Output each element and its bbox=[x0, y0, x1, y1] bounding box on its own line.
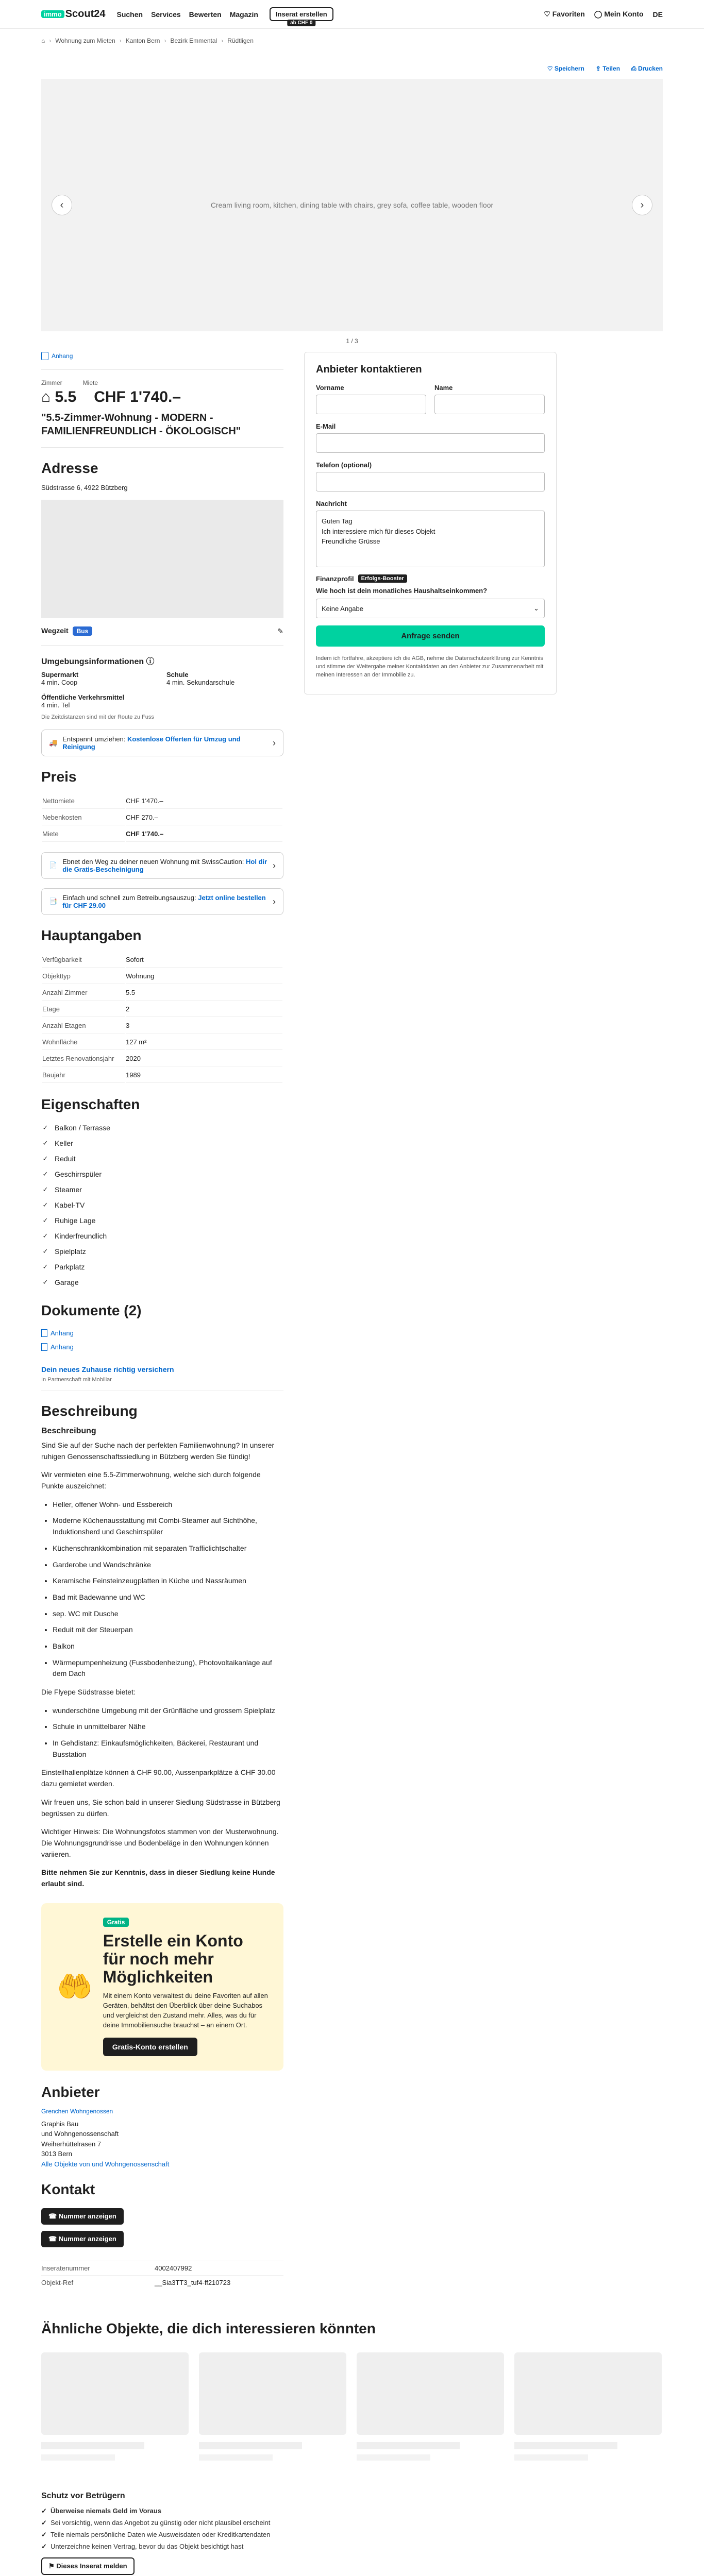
debt-extract-promo[interactable]: 📑 Einfach und schnell zum Betreibungsauszug: Jetzt online bestellen für CHF 29.00 › bbox=[41, 888, 283, 915]
home-icon[interactable]: ⌂ bbox=[41, 37, 45, 44]
message-field[interactable]: Guten Tag Ich interessiere mich für dieses Objekt Freundliche Grüsse bbox=[316, 511, 545, 567]
map[interactable] bbox=[41, 500, 283, 618]
ad-title: Erstelle ein Konto für noch mehr Möglichkeiten bbox=[103, 1931, 243, 1986]
account-link[interactable]: ◯ Mein Konto bbox=[594, 10, 644, 18]
rent-value: CHF 1'740.– bbox=[94, 388, 181, 405]
description-paragraph: Wichtiger Hinweis: Die Wohnungsfotos stammen von der Musterwohnung. Die Wohnungsgrundrisse und Bodenbeläge in den Wohnungen können variieren. bbox=[41, 1827, 279, 1858]
attachment-link[interactable]: Anhang bbox=[41, 352, 283, 360]
header bbox=[0, 0, 704, 29]
finance-badge: Erfolgs-Booster bbox=[358, 574, 407, 583]
first-name-field[interactable] bbox=[316, 395, 426, 414]
insurance-promo bbox=[41, 1365, 283, 1391]
address-heading: Adresse bbox=[41, 460, 98, 476]
price-heading: Preis bbox=[41, 769, 77, 785]
listing-card-placeholder[interactable] bbox=[41, 2352, 189, 2461]
breadcrumb: ⌂ › Wohnung zum Mieten › Kanton Bern › Bezirk Emmental › Rüdtligen bbox=[41, 37, 254, 44]
breadcrumb-item[interactable]: Bezirk Emmental bbox=[170, 37, 217, 44]
create-listing-badge: ab CHF 0 bbox=[287, 20, 315, 26]
show-number-button[interactable]: ☎ Nummer anzeigen bbox=[41, 2208, 124, 2225]
table-row: Anzahl Etagen 3 bbox=[42, 1018, 282, 1033]
similar-listings bbox=[41, 2320, 663, 2461]
list-item: ✓ Ruhige Lage bbox=[41, 1213, 283, 1228]
check-icon: ✓ bbox=[42, 1201, 48, 1209]
table-row: Nettomiete CHF 1'470.– bbox=[42, 793, 282, 809]
check-icon: ✓ bbox=[42, 1247, 48, 1255]
provider-all-link[interactable]: Alle Objekte von und Wohngenossenschaft bbox=[41, 2160, 170, 2168]
report-listing-button[interactable]: ⚑ Dieses Inserat melden bbox=[41, 2557, 135, 2575]
doc-icon: 📑 bbox=[49, 897, 58, 905]
account-label: Mein Konto bbox=[604, 10, 644, 18]
provider-address: Graphis Bau und Wohngenossenschaft Weiherhüttelrasen 7 3013 Bern bbox=[41, 2120, 119, 2158]
check-icon: ✓ bbox=[42, 1155, 48, 1162]
ad-text: Mit einem Konto verwaltest du deine Favoriten auf allen Geräten, behältst den Überblick über deine Suchabos und vergleichst den Zustand mehr. Alles, was du für deine Immobiliensuche brauchst – an einem Ort. bbox=[103, 1992, 268, 2029]
facts-heading: Hauptangaben bbox=[41, 927, 142, 943]
table-row: Objekttyp Wohnung bbox=[42, 969, 282, 984]
description-list: • wunderschöne Umgebung mit der Grünfläche und grossem Spielplatz • Schule in unmittelbarer Nähe • In Gehdistanz: Einkaufsmöglichkeiten, Bäckerei, Restaurant und Busstation bbox=[53, 1705, 283, 1760]
logo[interactable] bbox=[41, 8, 105, 20]
description-paragraph: Wir freuen uns, Sie schon bald in unserer Siedlung Südstrasse in Bützberg begrüssen zu dürfen. bbox=[41, 1798, 280, 1818]
table-row: Anzahl Zimmer 5.5 bbox=[42, 985, 282, 1001]
check-icon: ✓ bbox=[42, 1263, 48, 1270]
document-link[interactable]: Anhang bbox=[41, 1340, 283, 1354]
rooms-value: ⌂ 5.5 bbox=[41, 388, 77, 405]
env-heading: Umgebungsinformationen ⓘ bbox=[41, 657, 155, 666]
description-list: • Heller, offener Wohn- und Essbereich • Moderne Küchenausstattung mit Combi-Steamer auf Sichthöhe, Induktionsherd und Geschirrspüler • Küchenschrankkombination mit separaten Trafficlichtschalter • Garderobe und Wandschränke • Keramische Feinsteinzeugplatten in Küche und Nassräumen • Bad mit Badewanne und WC • sep. WC mit Dusche • Reduit mit der Steuerpan • Balkon • Wärmepumpenheizung (Fussbodenheizung), Photovoltaikanlage auf dem Dach bbox=[53, 1499, 283, 1680]
list-item: ✓ Sei vorsichtig, wenn das Angebot zu günstig oder nicht plausibel erscheint bbox=[41, 2517, 663, 2529]
description-subheading: Beschreibung bbox=[41, 1427, 96, 1435]
doc-icon: 📄 bbox=[49, 861, 58, 869]
list-item: ✓ Kinderfreundlich bbox=[41, 1228, 283, 1244]
listing-card-placeholder[interactable] bbox=[514, 2352, 662, 2461]
table-row: Wohnfläche 127 m² bbox=[42, 1035, 282, 1050]
description-paragraph: Die Flyepe Südstrasse bietet: bbox=[41, 1688, 136, 1696]
favorites-link[interactable]: ♡ Favoriten bbox=[544, 10, 585, 18]
gallery-image-caption: Cream living room, kitchen, dining table with chairs, grey sofa, coffee table, wooden floor bbox=[210, 201, 494, 209]
env-item: Schule 4 min. Sekundarschule bbox=[166, 671, 235, 686]
create-account-button[interactable]: Gratis-Konto erstellen bbox=[103, 2038, 197, 2056]
nav-search[interactable]: Suchen bbox=[116, 10, 143, 19]
address-text: Südstrasse 6, 4922 Bützberg bbox=[41, 484, 128, 492]
message-label: Nachricht bbox=[316, 500, 347, 507]
breadcrumb-item[interactable]: Wohnung zum Mieten bbox=[55, 37, 115, 44]
env-item: Öffentliche Verkehrsmittel 4 min. Tel bbox=[41, 693, 125, 709]
description-paragraph: Wir vermieten eine 5.5-Zimmerwohnung, welche sich durch folgende Punkte auszeichnet: bbox=[41, 1470, 261, 1490]
rooms-label: Zimmer bbox=[41, 379, 62, 386]
list-item: ✓ Reduit bbox=[41, 1151, 283, 1166]
list-item: ✓ Steamer bbox=[41, 1182, 283, 1197]
listing-ids bbox=[41, 2261, 283, 2290]
image-gallery[interactable] bbox=[41, 79, 663, 345]
table-row: Miete CHF 1'740.– bbox=[42, 826, 282, 842]
form-heading: Anbieter kontaktieren bbox=[316, 364, 422, 375]
provider-heading: Anbieter bbox=[41, 2083, 100, 2100]
description-paragraph: Einstellhallenplätze können á CHF 90.00, Aussenparkplätze á CHF 30.00 dazu gemietet werden. bbox=[41, 1768, 276, 1788]
props-list bbox=[41, 1120, 283, 1290]
edit-icon[interactable]: ✎ bbox=[277, 626, 283, 635]
table-row: Objekt-Ref __Sia3TT3_tuf4-ff210723 bbox=[41, 2275, 283, 2290]
finance-profile: Finanzprofil Erfolgs-Booster bbox=[316, 574, 545, 583]
insurance-partner: In Partnerschaft mit Mobiliar bbox=[41, 1377, 112, 1383]
bus-badge[interactable]: Bus bbox=[73, 626, 93, 636]
income-question: Wie hoch ist dein monatliches Haushaltseinkommen? bbox=[316, 587, 488, 595]
send-request-button[interactable]: Anfrage senden bbox=[316, 625, 545, 647]
sidebar bbox=[304, 352, 557, 2290]
certificate-promo[interactable]: 📄 Ebnet den Weg zu deiner neuen Wohnung mit SwissCaution: Hol dir die Gratis-Bescheinigung › bbox=[41, 852, 283, 879]
list-item: ✓ Überweise niemals Geld im Voraus bbox=[41, 2505, 663, 2517]
rent-label: Miete bbox=[82, 379, 98, 386]
check-icon: ✓ bbox=[42, 1124, 48, 1131]
list-item: ✓ Kabel-TV bbox=[41, 1197, 283, 1213]
contact-form bbox=[304, 352, 557, 694]
gallery-prev-icon[interactable]: ‹ bbox=[52, 195, 72, 215]
provider-logo[interactable]: Grenchen Wohngenossen bbox=[41, 2107, 113, 2115]
email-label: E-Mail bbox=[316, 422, 336, 430]
description-paragraph: Bitte nehmen Sie zur Kenntnis, dass in dieser Siedlung keine Hunde erlaubt sind. bbox=[41, 1868, 275, 1888]
hands-heart-icon: 🤲 bbox=[57, 1970, 93, 2003]
document-link[interactable]: Anhang bbox=[41, 1326, 283, 1340]
chevron-down-icon: ⌄ bbox=[533, 604, 539, 612]
last-name-label: Name bbox=[434, 384, 453, 392]
save-button[interactable]: ♡ Speichern bbox=[547, 65, 584, 72]
phone-label: Telefon (optional) bbox=[316, 461, 372, 469]
table-row: Baujahr 1989 bbox=[42, 1067, 282, 1083]
language-select[interactable]: DE bbox=[652, 10, 663, 19]
description bbox=[41, 1403, 283, 1890]
contact-heading: Kontakt bbox=[41, 2181, 95, 2198]
env-grid bbox=[41, 671, 283, 709]
nav-services[interactable]: Services bbox=[151, 10, 181, 19]
list-item: ✓ Keller bbox=[41, 1136, 283, 1151]
table-row: Inseratenummer 4002407992 bbox=[41, 2261, 283, 2275]
check-icon: ✓ bbox=[42, 1278, 48, 1286]
similar-heading: Ähnliche Objekte, die dich interessieren könnten bbox=[41, 2320, 376, 2337]
table-row: Etage 2 bbox=[42, 1002, 282, 1017]
email-field[interactable] bbox=[316, 433, 545, 453]
create-listing-button[interactable] bbox=[270, 7, 333, 26]
walk-label: Wegzeit bbox=[41, 626, 69, 635]
description-paragraph: Sind Sie auf der Suche nach der perfekten Familienwohnung? In unserer ruhigen Genossenschaftssiedlung in Bützberg werden Sie fündig! bbox=[41, 1441, 275, 1461]
env-note: Die Zeitdistanzen sind mit der Route zu Fuss bbox=[41, 714, 154, 720]
moving-promo[interactable]: 🚚 Entspannt umziehen: Kostenlose Offerten für Umzug und Reinigung › bbox=[41, 730, 283, 756]
fraud-heading: Schutz vor Betrügern bbox=[41, 2492, 125, 2501]
truck-icon: 🚚 bbox=[49, 739, 58, 747]
price-table bbox=[41, 792, 283, 843]
check-icon: ✓ bbox=[42, 1185, 48, 1193]
table-row: Letztes Renovationsjahr 2020 bbox=[42, 1051, 282, 1066]
table-row: Verfügbarkeit Sofort bbox=[42, 952, 282, 968]
main-column bbox=[41, 352, 283, 2290]
legal-note: Indem ich fortfahre, akzeptiere ich die AGB, nehme die Datenschutzerklärung zur Kenntnis und stimme der Weitergabe meiner Kontaktdaten an den Anbieter zur Zusammenarbeit mit meinen Interessen an der Immobilie zu. bbox=[316, 655, 544, 678]
description-heading: Beschreibung bbox=[41, 1403, 138, 1419]
listing-card-placeholder[interactable] bbox=[199, 2352, 346, 2461]
logo-text: Scout24 bbox=[65, 8, 106, 20]
facts-table bbox=[41, 951, 283, 1084]
show-number-button[interactable]: ☎ Nummer anzeigen bbox=[41, 2231, 124, 2247]
check-icon: ✓ bbox=[42, 1216, 48, 1224]
print-button[interactable]: ⎙ Drucken bbox=[631, 65, 663, 72]
insurance-link[interactable]: Dein neues Zuhause richtig versichern bbox=[41, 1365, 174, 1374]
logo-prefix: immo bbox=[41, 10, 64, 18]
listing-card-placeholder[interactable] bbox=[357, 2352, 504, 2461]
list-item: ✓ Unterzeichne keinen Vertrag, bevor du das Objekt besichtigt hast bbox=[41, 2540, 663, 2552]
list-item: ✓ Balkon / Terrasse bbox=[41, 1120, 283, 1136]
nav-evaluate[interactable]: Bewerten bbox=[189, 10, 222, 19]
main-nav bbox=[116, 10, 258, 19]
account-ad bbox=[41, 1903, 283, 2071]
list-item: ✓ Spielplatz bbox=[41, 1244, 283, 1259]
create-listing-label: Inserat erstellen bbox=[275, 10, 327, 18]
last-name-field[interactable] bbox=[434, 395, 545, 414]
gallery-next-icon[interactable]: › bbox=[632, 195, 652, 215]
env-item: Supermarkt 4 min. Coop bbox=[41, 671, 79, 686]
docs-heading: Dokumente (2) bbox=[41, 1302, 142, 1318]
check-icon: ✓ bbox=[42, 1139, 48, 1147]
gallery-counter: 1 / 3 bbox=[346, 337, 358, 345]
share-button[interactable]: ⇪ Teilen bbox=[595, 65, 621, 72]
nav-magazine[interactable]: Magazin bbox=[229, 10, 258, 19]
fraud-protection bbox=[41, 2492, 663, 2575]
listing-title: "5.5-Zimmer-Wohnung - MODERN - FAMILIENFREUNDLICH - ÖKOLOGISCH" bbox=[41, 412, 241, 437]
favorites-label: Favoriten bbox=[552, 10, 585, 18]
breadcrumb-item[interactable]: Kanton Bern bbox=[125, 37, 160, 44]
arrow-icon: › bbox=[273, 737, 276, 748]
check-icon: ✓ bbox=[42, 1170, 48, 1178]
first-name-label: Vorname bbox=[316, 384, 344, 392]
listing-actions bbox=[41, 53, 663, 79]
ad-badge: Gratis bbox=[103, 1918, 129, 1927]
props-heading: Eigenschaften bbox=[41, 1096, 140, 1112]
list-item: ✓ Teile niemals persönliche Daten wie Ausweisdaten oder Kreditkartendaten bbox=[41, 2529, 663, 2540]
list-item: ✓ Parkplatz bbox=[41, 1259, 283, 1275]
list-item: ✓ Garage bbox=[41, 1275, 283, 1290]
table-row: Nebenkosten CHF 270.– bbox=[42, 810, 282, 825]
check-icon: ✓ bbox=[42, 1232, 48, 1240]
phone-field[interactable] bbox=[316, 472, 545, 492]
breadcrumb-item[interactable]: Rüdtligen bbox=[227, 37, 254, 44]
list-item: ✓ Geschirrspüler bbox=[41, 1166, 283, 1182]
income-select[interactable]: Keine Angabe ⌄ bbox=[316, 599, 545, 618]
